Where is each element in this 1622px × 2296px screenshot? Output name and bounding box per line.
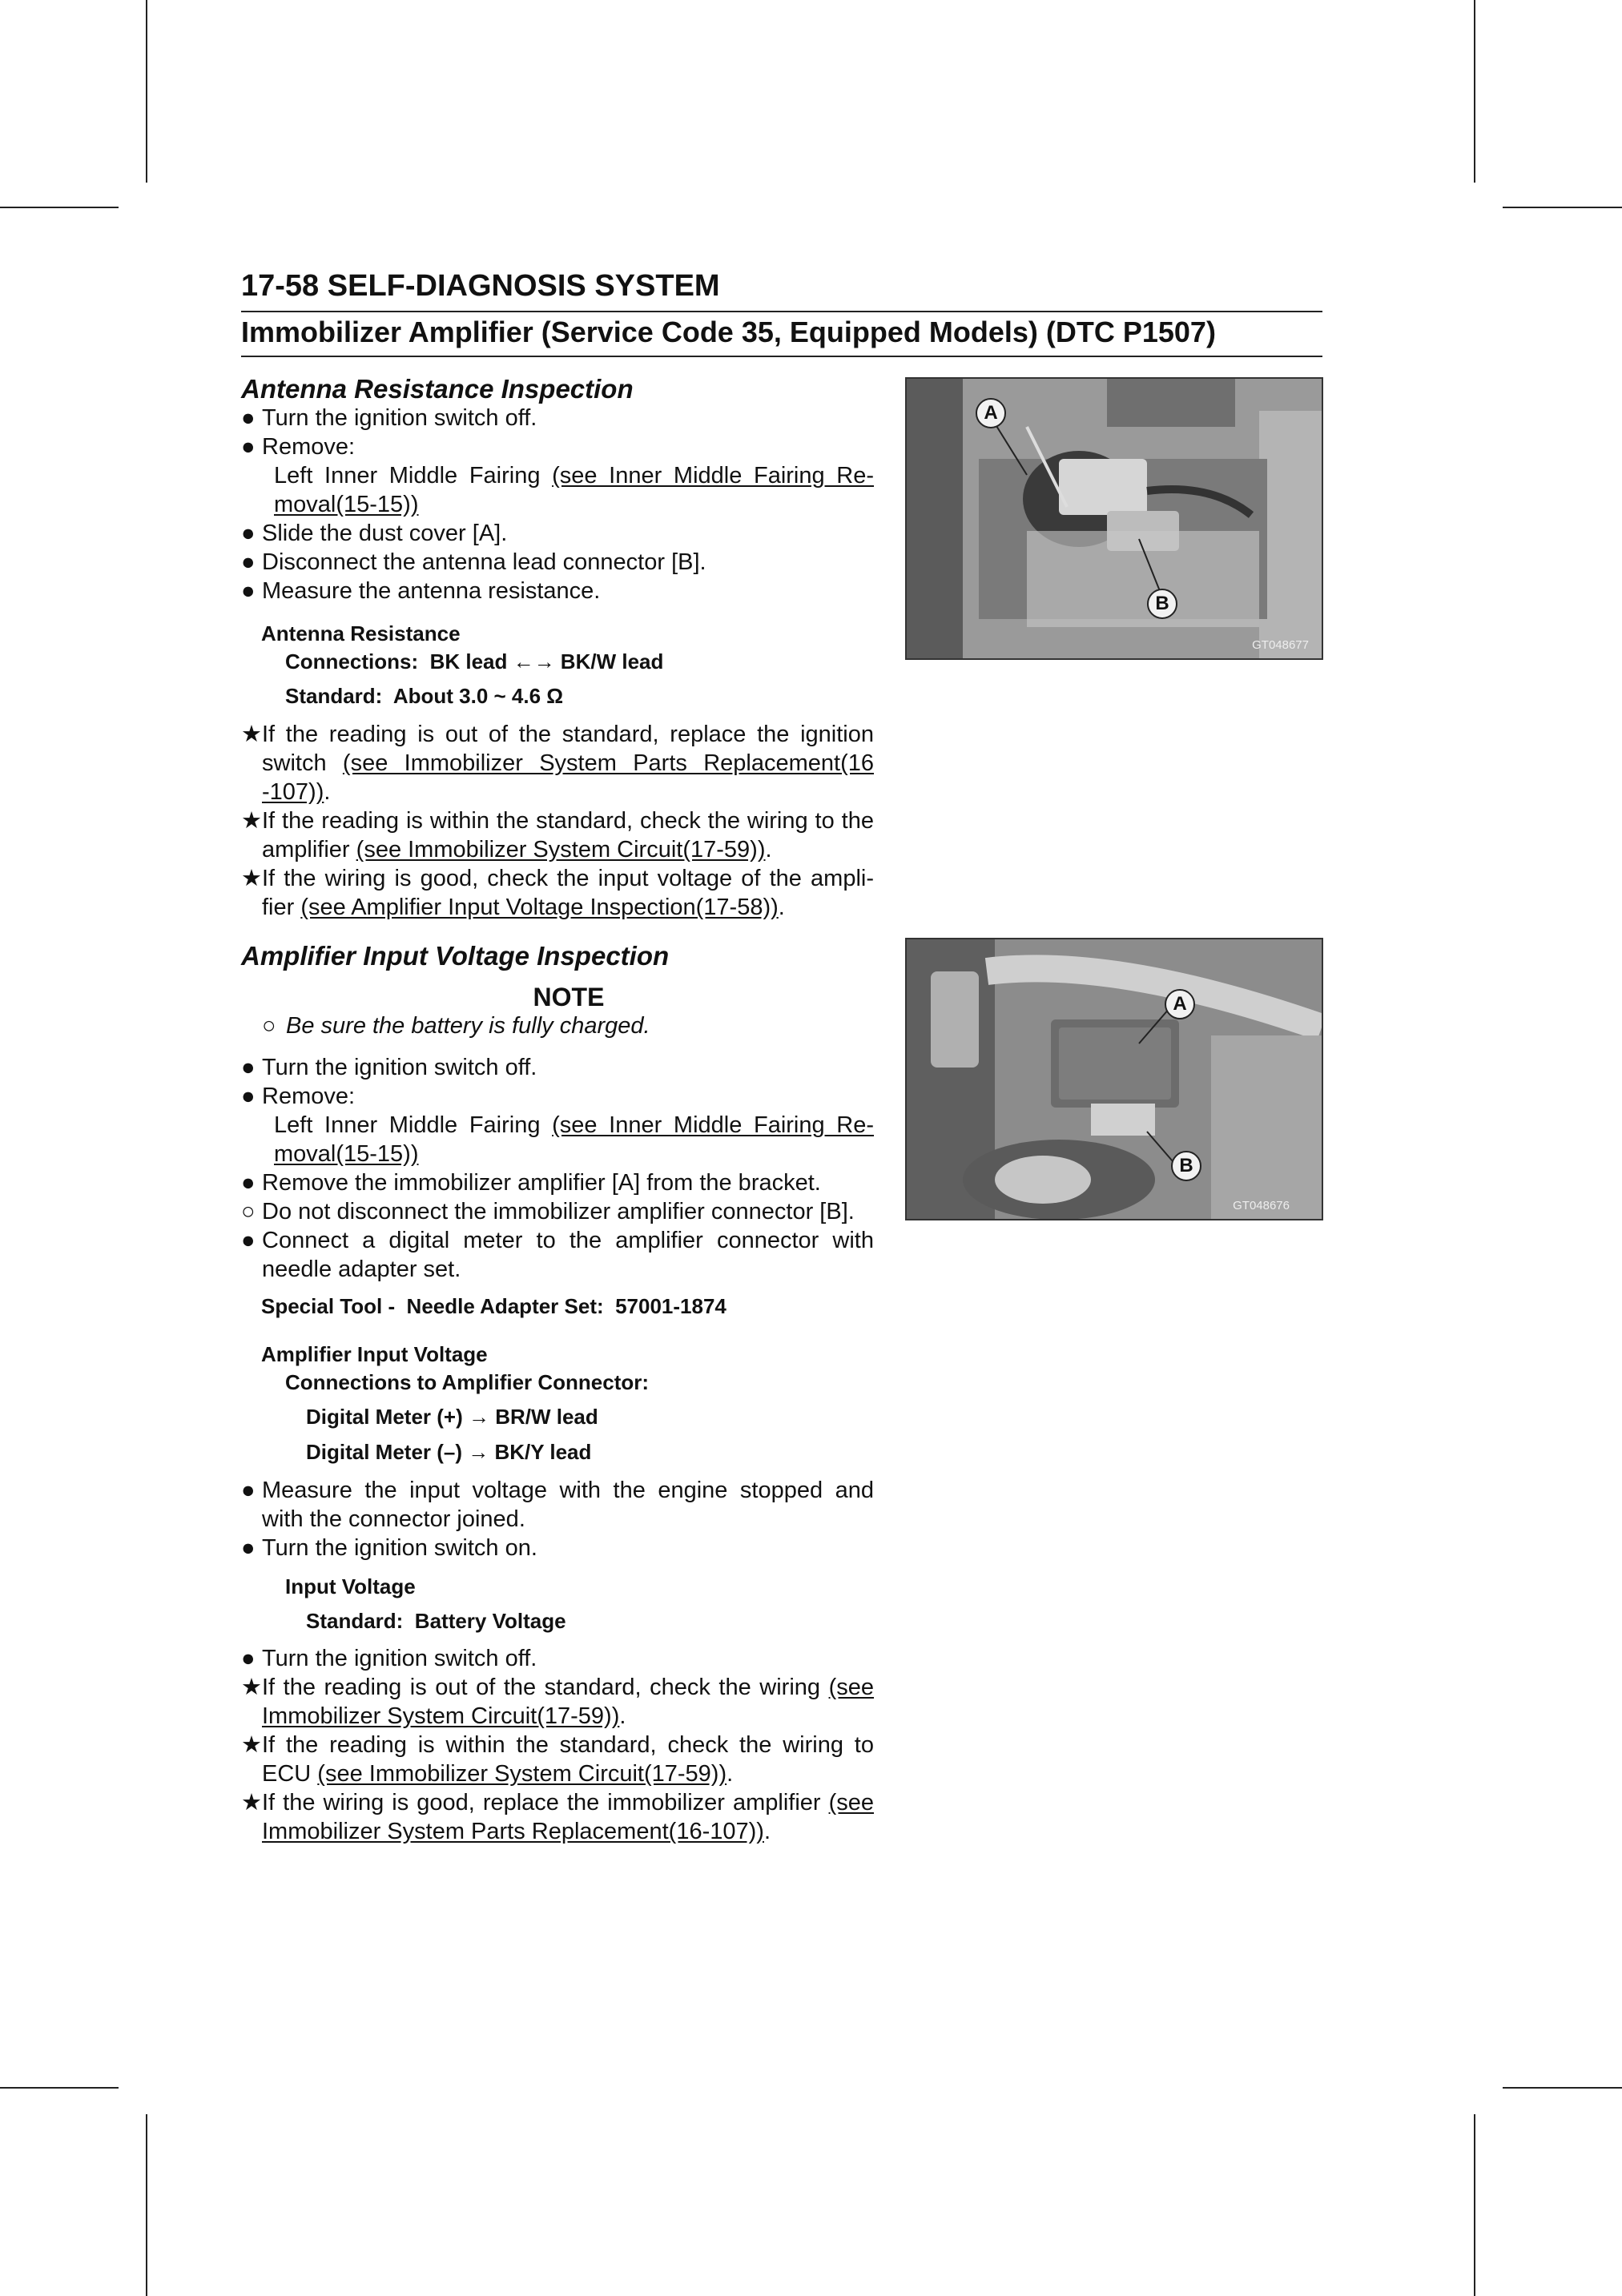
photo-illustration xyxy=(907,939,1322,1219)
bullet-icon: ● xyxy=(241,521,256,546)
step-text: If the wiring is good, check the input voltage of the ampli-fier xyxy=(262,866,874,920)
crop-mark xyxy=(0,2087,119,2089)
bullet-icon: ● xyxy=(241,1646,256,1671)
step-text: If the reading is within the standard, check the wiring to ECU xyxy=(262,1732,874,1787)
photo-code: GT048677 xyxy=(1252,638,1309,652)
step-text: Turn the ignition switch off. xyxy=(262,1055,537,1080)
note-item xyxy=(241,1011,874,1040)
step xyxy=(241,1226,874,1284)
crop-mark xyxy=(1474,2114,1475,2296)
step-text: Remove: xyxy=(262,1084,356,1109)
cross-reference-link[interactable]: (see Immobilizer System Circuit(17-59)) xyxy=(262,1675,874,1729)
spec-value: Battery Voltage xyxy=(414,1609,566,1633)
antenna-connector-photo xyxy=(905,377,1323,660)
step xyxy=(241,577,874,605)
amplifier-steps xyxy=(241,1053,874,1284)
spec-title: Amplifier Input Voltage xyxy=(261,1342,488,1366)
step-text: Left Inner Middle Fairing xyxy=(274,1112,553,1138)
step-text: Turn the ignition switch on. xyxy=(262,1535,537,1561)
bullet-icon: ● xyxy=(241,1084,256,1109)
spec-title: Input Voltage xyxy=(285,1574,416,1598)
step-text: Turn the ignition switch off. xyxy=(262,405,537,431)
crop-mark xyxy=(0,207,119,208)
spec-connections: Connections to Amplifier Connector: xyxy=(285,1370,650,1394)
result-step xyxy=(241,1788,874,1846)
step xyxy=(241,1534,874,1562)
step xyxy=(241,1053,874,1082)
cross-reference-link[interactable]: (see Immobilizer System Circuit(17-59)) xyxy=(356,837,766,863)
note-text: Be sure the battery is fully charged. xyxy=(286,1013,650,1039)
step xyxy=(241,1197,874,1226)
step-text: If the reading is within the standard, check the wiring to the amplifier xyxy=(262,808,874,863)
antenna-steps xyxy=(241,404,874,605)
divider xyxy=(241,311,1322,312)
step-text: Disconnect the antenna lead connector [B]. xyxy=(262,549,706,575)
period: . xyxy=(763,1819,771,1844)
spec-label: Standard: xyxy=(306,1609,404,1633)
spec-title: Antenna Resistance xyxy=(261,621,461,645)
cross-reference-link[interactable]: (see Inner Middle Fairing Re-moval(15-15)) xyxy=(274,463,874,517)
photo-code: GT048676 xyxy=(1233,1199,1290,1212)
result-step xyxy=(241,1731,874,1788)
crop-mark xyxy=(146,2114,147,2296)
step-text: If the reading is out of the standard, replace the ignition switch xyxy=(262,722,874,776)
spec-value: BK lead ←→ BK/W lead xyxy=(429,649,664,674)
note-title: NOTE xyxy=(533,983,605,1011)
star-icon: ★ xyxy=(241,1675,262,1700)
result-step xyxy=(241,864,874,922)
bullet-icon: ● xyxy=(241,1055,256,1080)
measure-steps xyxy=(241,1476,874,1562)
amplifier-photo xyxy=(905,938,1323,1220)
crop-mark xyxy=(146,0,147,183)
step-text: Remove: xyxy=(262,434,356,460)
amplifier-voltage-heading: Amplifier Input Voltage Inspection xyxy=(241,941,670,971)
bullet-icon: ● xyxy=(241,578,256,604)
period: . xyxy=(726,1761,734,1787)
result-step xyxy=(241,1673,874,1731)
bullet-icon: ● xyxy=(241,1478,256,1503)
period: . xyxy=(619,1703,626,1729)
special-tool: Special Tool - Needle Adapter Set: 57001-1874 xyxy=(261,1294,726,1318)
step-sub xyxy=(241,1111,874,1168)
crop-mark xyxy=(1503,2087,1622,2089)
page-title: 17-58 SELF-DIAGNOSIS SYSTEM xyxy=(241,269,720,303)
cross-reference-link[interactable]: (see Immobilizer System Parts Replacement(16 -107)) xyxy=(262,750,874,805)
callout-a: A xyxy=(1165,989,1195,1019)
circle-icon: ○ xyxy=(241,1199,256,1224)
step xyxy=(241,1644,874,1673)
antenna-results xyxy=(241,720,874,922)
spec-label: Connections: xyxy=(285,649,419,674)
step xyxy=(241,1476,874,1534)
step-text: Do not disconnect the immobilizer amplifier connector [B]. xyxy=(262,1199,855,1224)
cross-reference-link[interactable]: (see Immobilizer System Parts Replacement(16-107)) xyxy=(262,1790,874,1844)
spec-standard xyxy=(285,684,563,708)
step-text: Connect a digital meter to the amplifier connector with needle adapter set. xyxy=(262,1228,874,1282)
callout-a: A xyxy=(976,398,1006,428)
step xyxy=(241,432,874,461)
bullet-icon: ● xyxy=(241,405,256,431)
bullet-icon: ● xyxy=(241,1228,256,1253)
step-text: If the reading is out of the standard, check the wiring xyxy=(262,1675,829,1700)
cross-reference-link[interactable]: (see Immobilizer System Circuit(17-59)) xyxy=(317,1761,727,1787)
bullet-icon: ● xyxy=(241,549,256,575)
step-text: Turn the ignition switch off. xyxy=(262,1646,537,1671)
bullet-icon: ● xyxy=(241,1170,256,1196)
period: . xyxy=(778,895,785,920)
photo-illustration xyxy=(907,379,1322,658)
result-step xyxy=(241,806,874,864)
step xyxy=(241,1082,874,1111)
star-icon: ★ xyxy=(241,808,262,834)
step xyxy=(241,404,874,432)
callout-b: B xyxy=(1147,589,1177,619)
circle-icon: ○ xyxy=(262,1013,276,1039)
step-sub xyxy=(241,461,874,519)
divider xyxy=(241,356,1322,357)
star-icon: ★ xyxy=(241,866,262,891)
star-icon: ★ xyxy=(241,1790,262,1815)
star-icon: ★ xyxy=(241,722,262,747)
spec-plus: Digital Meter (+) → BR/W lead xyxy=(306,1405,598,1429)
bullet-icon: ● xyxy=(241,1535,256,1561)
spec-standard xyxy=(306,1609,566,1633)
spec-value: About 3.0 ~ 4.6 Ω xyxy=(392,684,564,708)
spec-label: Standard: xyxy=(285,684,383,708)
step-text: Measure the antenna resistance. xyxy=(262,578,601,604)
cross-reference-link[interactable]: (see Inner Middle Fairing Re-moval(15-15)) xyxy=(274,1112,874,1167)
step-text: Measure the input voltage with the engine stopped and with the connector joined. xyxy=(262,1478,874,1532)
step-text: Left Inner Middle Fairing xyxy=(274,463,553,489)
callout-b: B xyxy=(1171,1151,1201,1181)
period: . xyxy=(765,837,772,863)
amplifier-results xyxy=(241,1644,874,1846)
step-text: Slide the dust cover [A]. xyxy=(262,521,508,546)
section-heading: Immobilizer Amplifier (Service Code 35, Equipped Models) (DTC P1507) xyxy=(241,316,1216,348)
step xyxy=(241,519,874,548)
result-step xyxy=(241,720,874,806)
note xyxy=(241,1011,874,1040)
star-icon: ★ xyxy=(241,1732,262,1758)
spec-minus: Digital Meter (–) → BK/Y lead xyxy=(306,1440,592,1464)
step-text: Remove the immobilizer amplifier [A] from the bracket. xyxy=(262,1170,821,1196)
spec-connections xyxy=(285,649,663,674)
period: . xyxy=(324,779,331,805)
step-text: If the wiring is good, replace the immobilizer amplifier xyxy=(262,1790,829,1815)
crop-mark xyxy=(1474,0,1475,183)
bullet-icon: ● xyxy=(241,434,256,460)
antenna-resistance-heading: Antenna Resistance Inspection xyxy=(241,374,634,404)
cross-reference-link[interactable]: (see Amplifier Input Voltage Inspection(17-58)) xyxy=(300,895,779,920)
step xyxy=(241,1168,874,1197)
step xyxy=(241,548,874,577)
crop-mark xyxy=(1503,207,1622,208)
